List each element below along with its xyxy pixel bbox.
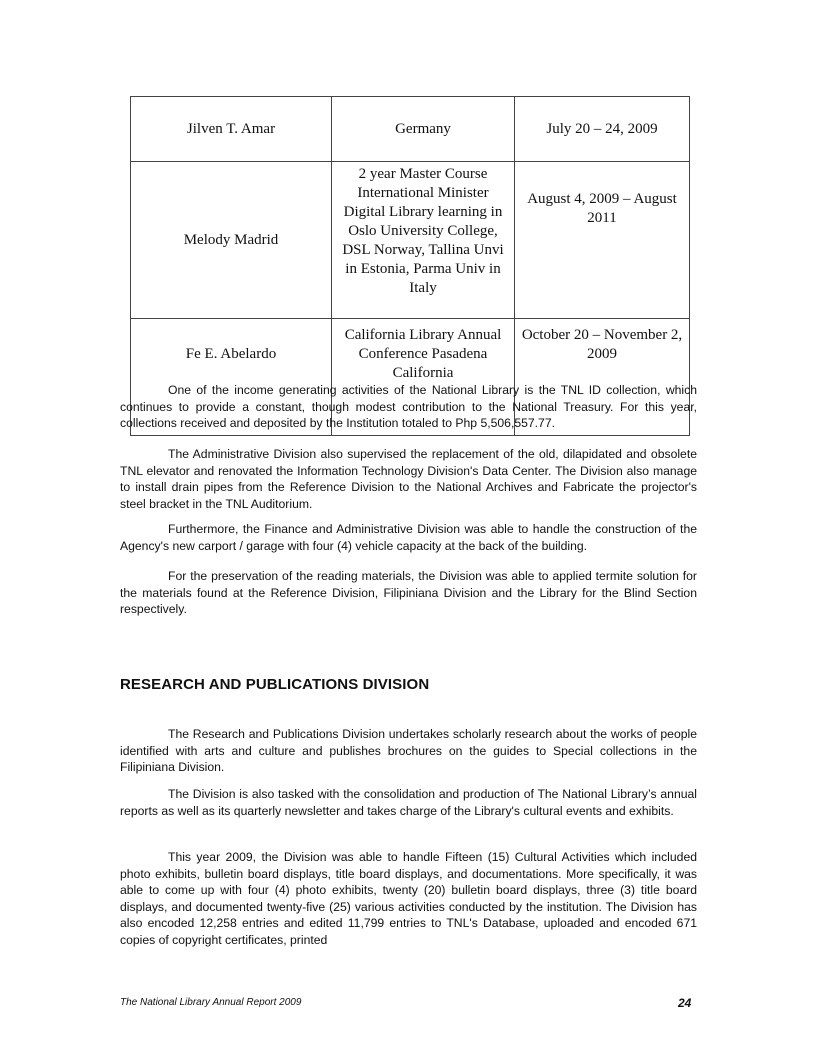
paragraph xyxy=(120,382,697,432)
paragraph-text: Furthermore, the Finance and Administrative Division was able to handle the construction of the Agency's new carport / garage with four (4) vehicle capacity at the back of the building. xyxy=(120,522,697,553)
paragraph-text: The Division is also tasked with the consolidation and production of The National Library’s annual reports as well as its quarterly newsletter and takes charge of the Library's cultural events and exhibits. xyxy=(120,787,697,818)
paragraph-text: One of the income generating activities of the National Library is the TNL ID collection, which continues to provide a constant, though modest contribution to the National Treasury. For this year, collections received and deposited by the Institution totaled to Php 5,506,557.77. xyxy=(120,383,697,431)
table-cell-event: California Library Annual Conference Pasadena California xyxy=(332,319,515,436)
table-cell-event: 2 year Master Course International Minister Digital Library learning in Oslo University College, DSL Norway, Tallina Unvi in Estonia, Parma Univ in Italy xyxy=(332,162,515,319)
table-row xyxy=(131,97,690,162)
paragraph xyxy=(120,786,697,819)
footer-title: The National Library Annual Report 2009 xyxy=(120,997,302,1008)
section-heading: RESEARCH AND PUBLICATIONS DIVISION xyxy=(120,676,430,693)
paragraph xyxy=(120,849,697,949)
paragraph-text: The Administrative Division also supervised the replacement of the old, dilapidated and obsolete TNL elevator and renovated the Information Technology Division's Data Center. The Division also manage to install drain pipes from the Reference Division to the National Archives and Fabricate the projector's steel bracket in the TNL Auditorium. xyxy=(120,447,697,511)
table-cell-date: August 4, 2009 – August 2011 xyxy=(515,162,690,319)
paragraph-text: The Research and Publications Division undertakes scholarly research about the works of people identified with arts and culture and publishes brochures on the guides to Special collections in the Filipiniana Division. xyxy=(120,727,697,775)
paragraph-text: This year 2009, the Division was able to handle Fifteen (15) Cultural Activities which included photo exhibits, bulletin board displays, title board displays, and documentations. More specifically, it was able to come up with four (4) photo exhibits, twenty (20) bulletin board displays, three (3) title board displays, and documented twenty-five (25) various activities conducted by the institution. The Division has also encoded 12,258 entries and edited 11,799 entries to TNL's Database, uploaded and encoded 671 copies of copyright certificates, printed xyxy=(120,850,697,947)
paragraph xyxy=(120,568,697,618)
table-cell-name: Melody Madrid xyxy=(131,162,332,319)
table-cell-date: July 20 – 24, 2009 xyxy=(515,97,690,162)
table-cell-event: Germany xyxy=(332,97,515,162)
table-row xyxy=(131,162,690,319)
page-number: 24 xyxy=(678,996,692,1010)
table-cell-name: Fe E. Abelardo xyxy=(131,319,332,436)
table-cell-date: October 20 – November 2, 2009 xyxy=(515,319,690,436)
paragraph xyxy=(120,446,697,512)
paragraph-text: For the preservation of the reading materials, the Division was able to applied termite solution for the materials found at the Reference Division, Filipiniana Division and the Library for the Blind Section respectively. xyxy=(120,569,697,617)
paragraph xyxy=(120,726,697,776)
paragraph xyxy=(120,521,697,554)
table-cell-name: Jilven T. Amar xyxy=(131,97,332,162)
